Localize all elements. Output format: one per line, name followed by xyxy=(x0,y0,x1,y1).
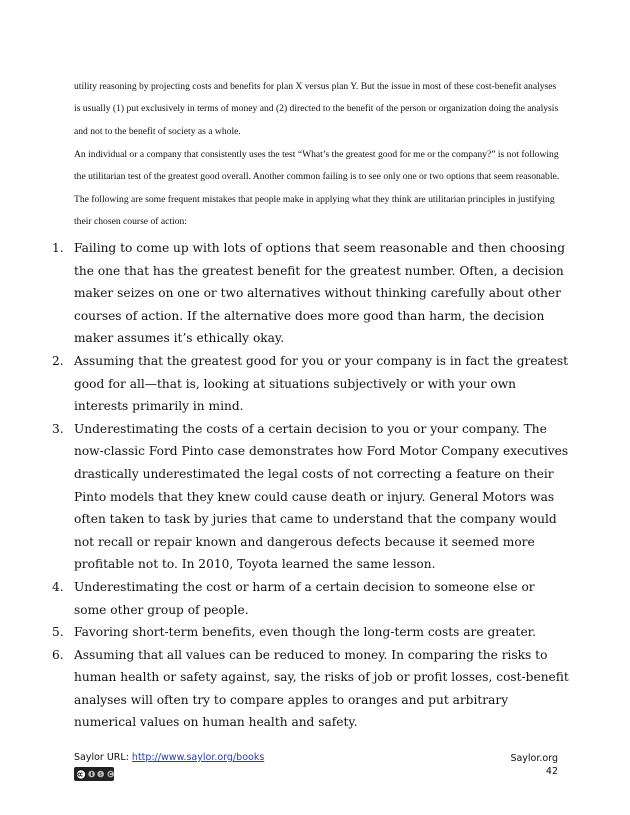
list-item-text: Underestimating the cost or harm of a certain decision to someone else or some other group of people. xyxy=(74,579,535,617)
svg-text:$: $ xyxy=(99,772,103,778)
list-item-number: 5. xyxy=(52,625,64,640)
list-item-number: 2. xyxy=(52,353,64,368)
mistakes-list xyxy=(40,237,570,734)
list-item xyxy=(40,621,570,644)
list-item-number: 1. xyxy=(52,241,64,255)
list-item xyxy=(40,576,570,621)
list-item-text: Failing to come up with lots of options that seem reasonable and then choosing the one that has the greatest benefit for the greatest number. Often, a decision maker seizes on one or two alternatives without thinking carefully about other courses of action. If the alternative does more good than harm, the decision maker assumes it’s ethically okay. xyxy=(74,241,566,346)
saylor-url-line xyxy=(74,752,264,763)
list-item xyxy=(40,418,570,576)
list-item-number: 3. xyxy=(52,421,64,436)
saylor-url-link[interactable]: http://www.saylor.org/books xyxy=(131,752,265,763)
list-item xyxy=(40,350,570,418)
list-item-number: 6. xyxy=(52,647,64,662)
creative-commons-by-nc-sa-icon xyxy=(74,767,114,781)
list-item-text: Favoring short-term benefits, even though the long-term costs are greater. xyxy=(74,625,537,640)
list-item-number: 4. xyxy=(52,579,64,594)
paragraph-2: An individual or a company that consistently uses the test “What’s the greatest good for me or the company?” is not following the utilitarian test of the greatest good overall. Another common failing is to see only one or two options that seem reasonable. The following are some frequent mistakes that people make in applying what they think are utilitarian principles in justifying their chosen course of action: xyxy=(74,149,560,228)
list-item-text: Underestimating the costs of a certain decision to you or your company. The now-classic Ford Pinto case demonstrates how Ford Motor Company executives drastically underestimated the legal costs of not correcting a feature on their Pinto models that they knew could cause death or injury. General Motors was often taken to task by juries that came to understand that the company would not recall or repair known and dangerous defects because it seemed more profitable not to. In 2010, Toyota learned the same lesson. xyxy=(74,421,569,572)
list-item-text: Assuming that the greatest good for you or your company is in fact the greatest good for all—that is, looking at situations subjectively or with your own interests primarily in mind. xyxy=(74,353,569,414)
list-item-text: Assuming that all values can be reduced to money. In comparing the risks to human health or safety against, say, the risks of job or profit losses, cost-benefit analyses will often try to compare apples to oranges and put arbitrary numerical values on human health and safety. xyxy=(74,647,569,730)
saylor-site-name: Saylor.org xyxy=(510,753,558,764)
list-item xyxy=(40,644,570,734)
paragraph-1: utility reasoning by projecting costs and benefits for plan X versus plan Y. But the issue in most of these cost-benefit analyses is usually (1) put exclusively in terms of money and (2) directed to the benefit of the person or organization doing the analysis and not to the benefit of society as a whole. xyxy=(74,81,559,137)
list-item xyxy=(40,237,570,350)
saylor-url-label: Saylor URL: xyxy=(74,752,132,763)
footer-right xyxy=(510,752,558,778)
page-number: 42 xyxy=(545,766,558,777)
